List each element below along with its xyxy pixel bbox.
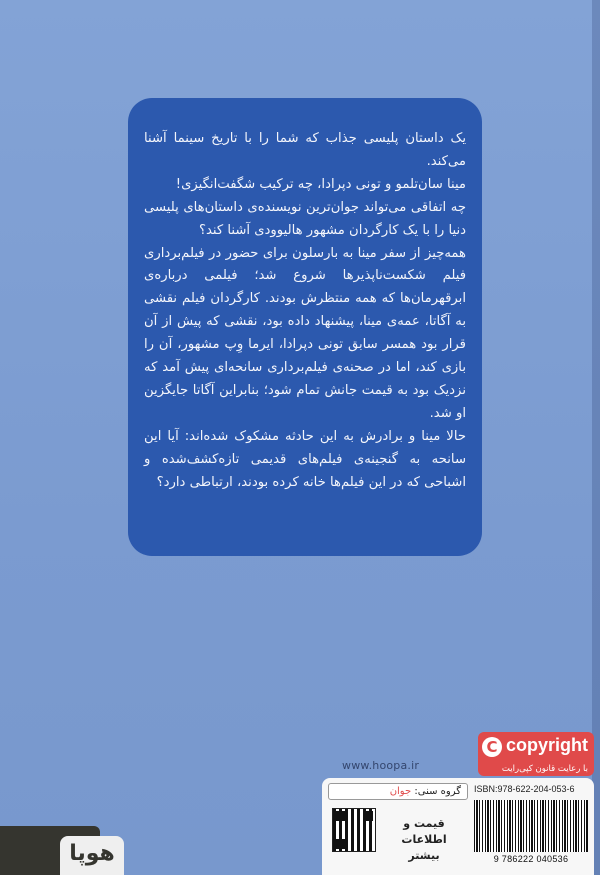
price-line: اطلاعات بیشتر (401, 833, 447, 862)
age-group (328, 783, 468, 800)
copyright-badge (478, 732, 594, 776)
barcode-number: 9 786222 040536 (493, 854, 569, 864)
copyright-word: copyright (506, 735, 589, 755)
price-line: قیمت و (403, 817, 445, 830)
qr-code-icon (332, 808, 376, 852)
website-url: www.hoopa.ir (342, 759, 420, 772)
age-group-value: جوان (389, 786, 412, 797)
copyright-icon: C (482, 737, 502, 757)
blurb-panel (128, 98, 482, 556)
publisher-logo: هوپا (60, 836, 124, 875)
blurb-paragraph: حالا مینا و برادرش به این حادثه مشکوک شده‌اند: آیا این سانحه به گنجینه‌ی فیلم‌های قدیمی تازه‌کشف‌شده و اشباحی که در این فیلم‌ها خانه کرده بودند، ارتباطی دارد؟ (144, 428, 466, 490)
copyright-subtitle: با رعایت قانون کپی‌رایت (501, 764, 588, 774)
isbn-text: ISBN:978-622-204-053-6 (474, 784, 575, 794)
blurb-paragraph: همه‌چیز از سفر مینا به بارسلون برای حضور در فیلم‌برداری فیلم شکست‌ناپذیرها شروع شد؛ فیلمی درباره‌ی ابرقهرمان‌ها که همه منتظرش بودند. کارگردان فیلم نقشی به آگاتا، عمه‌ی مینا، پیشنهاد داده بود، نقشی که پیش از آن قرار بود همسر سابق تونی دپرادا، ایرما وِپ مشهور، آن را بازی کند، اما در صحنه‌ی فیلم‌برداری سانحه‌ای پیش آمد که نزدیک بود به قیمت جانش تمام شود؛ بنابراین آگاتا جایگزین او شد. (144, 245, 466, 421)
info-box (322, 778, 594, 875)
blurb-paragraph: مینا سان‌تلمو و تونی دپرادا، چه ترکیب شگفت‌انگیزی! چه اتفاقی می‌تواند جوان‌ترین نویسنده‌ی داستان‌های پلیسی دنیا را با یک کارگردان مشهور هالیوودی آشنا کند؟ (144, 176, 466, 238)
price-info (384, 816, 464, 864)
barcode-icon (474, 800, 588, 852)
age-group-label: گروه سنی: (414, 786, 461, 797)
blurb-paragraph: یک داستان پلیسی جذاب که شما را با تاریخ سینما آشنا می‌کند. (144, 131, 466, 169)
